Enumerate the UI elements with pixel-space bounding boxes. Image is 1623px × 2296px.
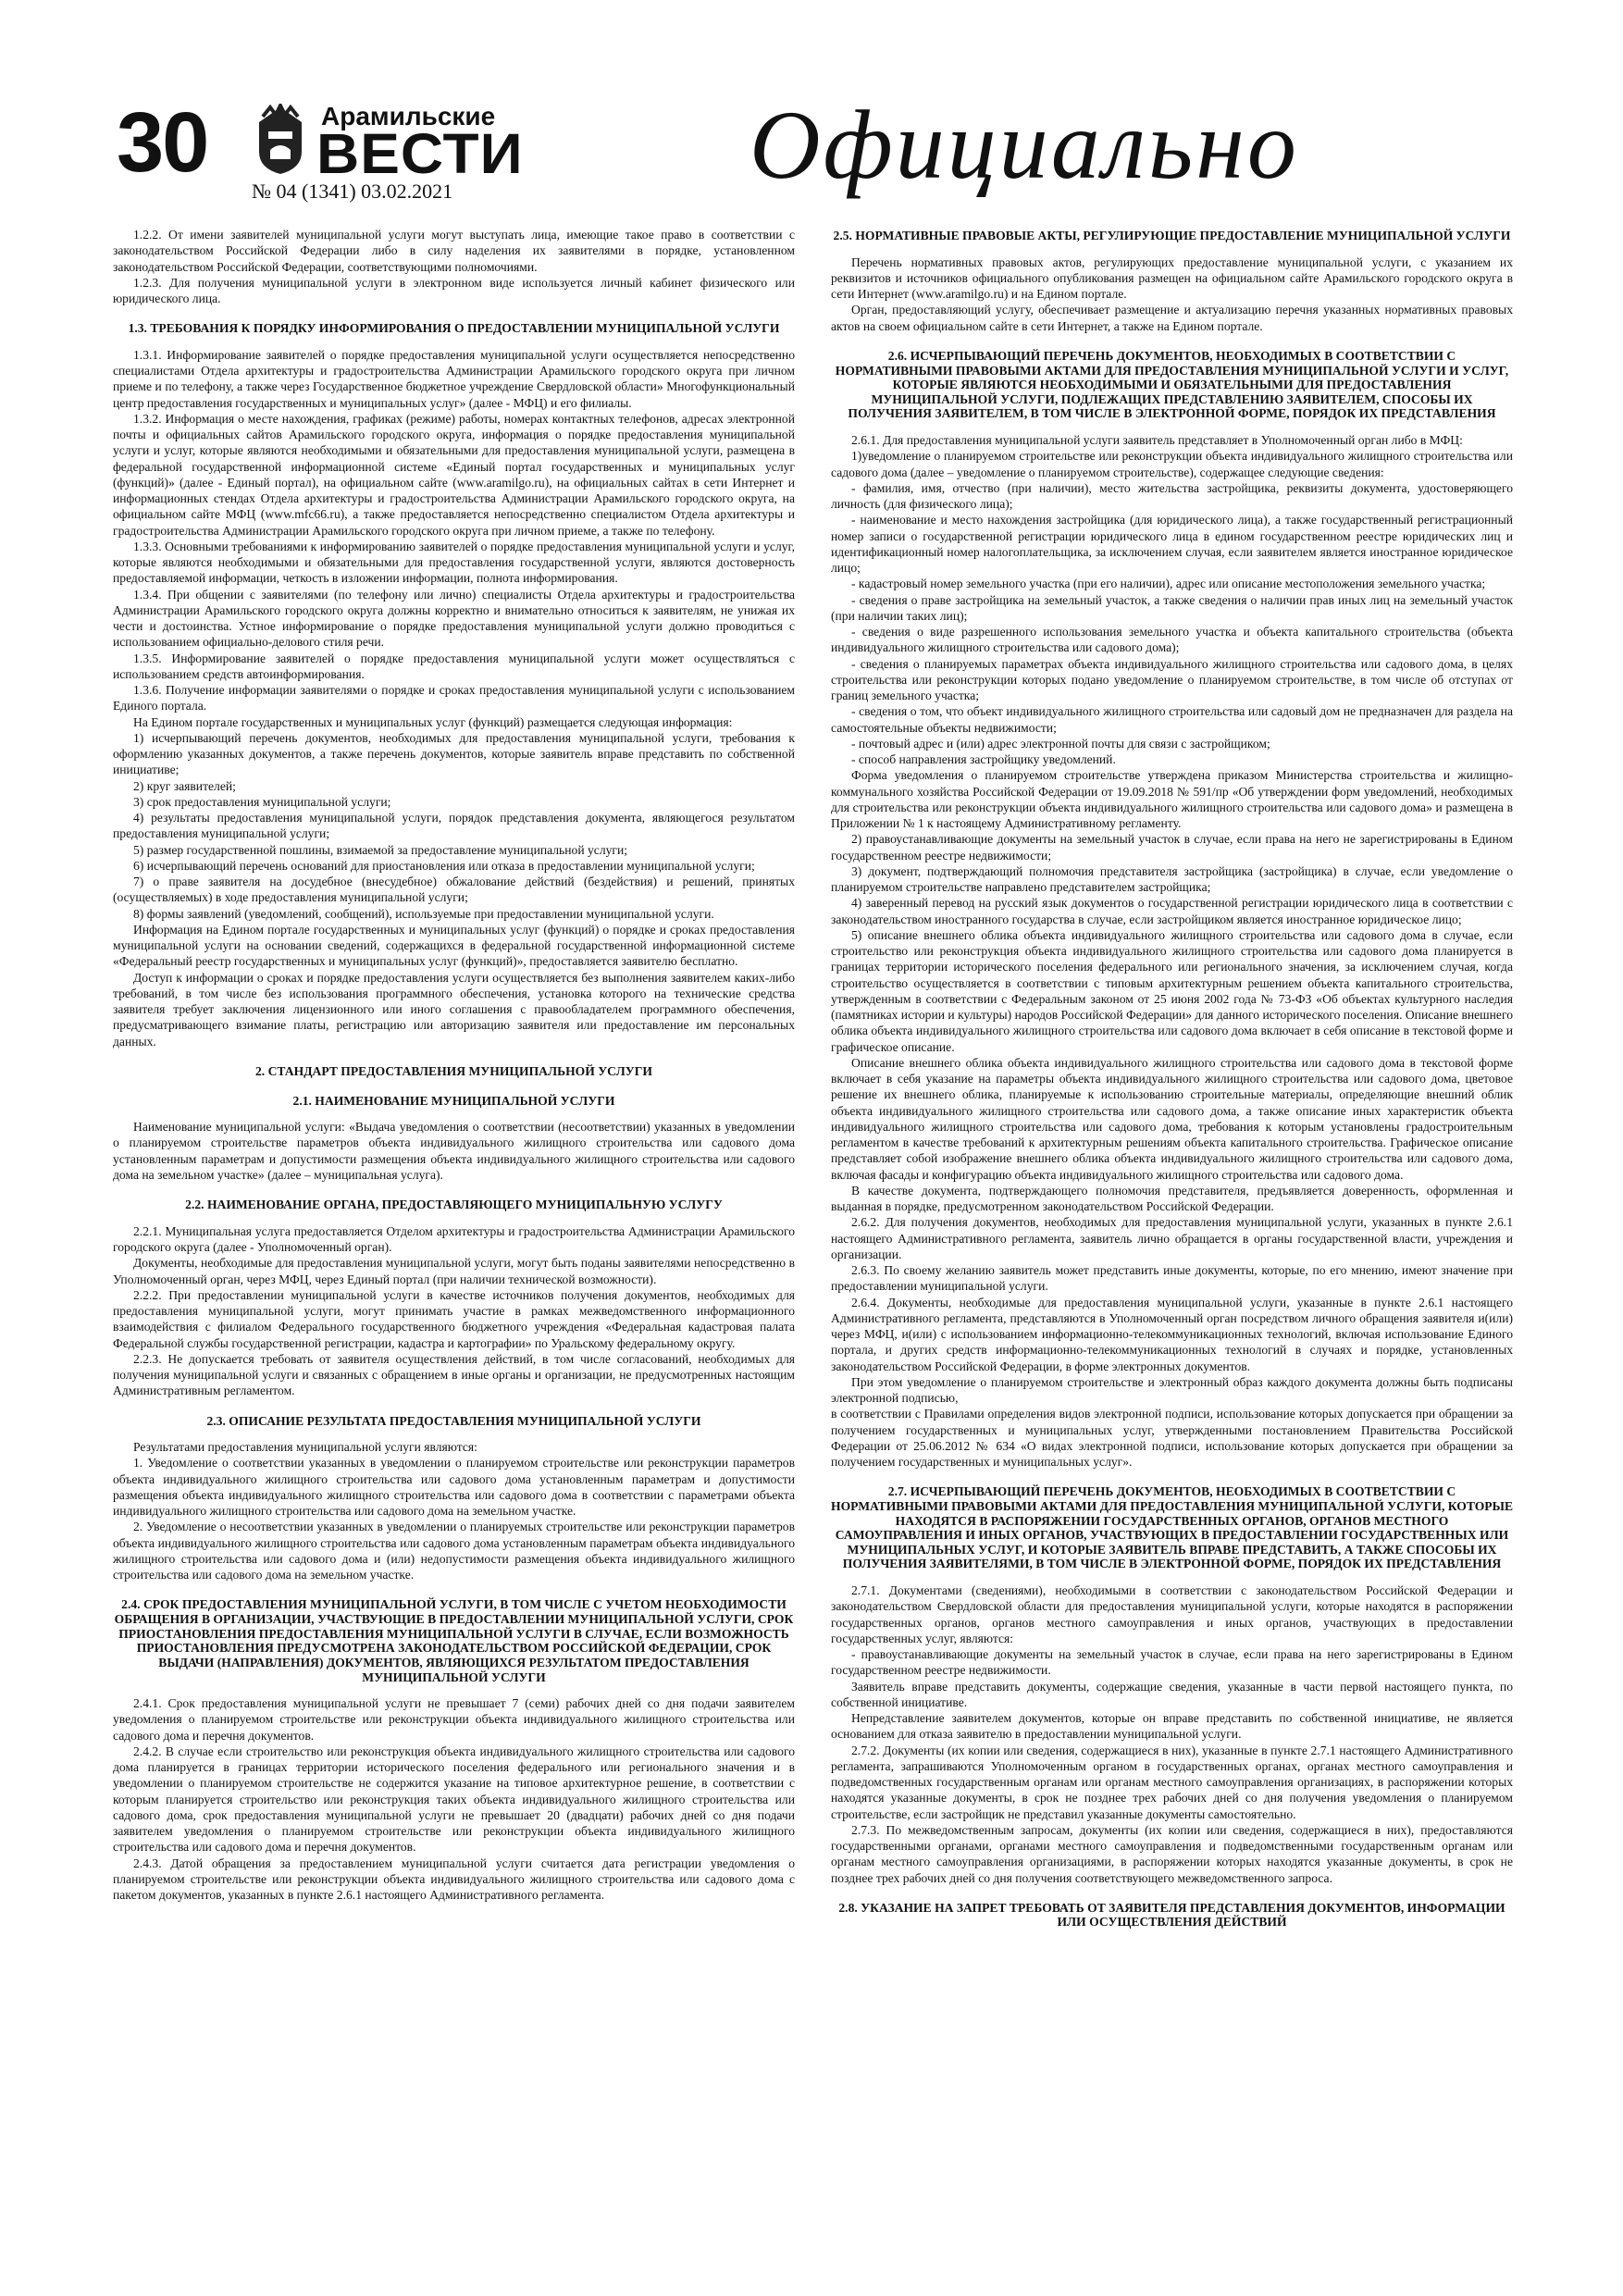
list-item: - сведения о планируемых параметрах объекта индивидуального жилищного строительства или садового дома, в целях строительства или реконструкции которых подано уведомление о планируемом строительстве, в том числе об отступах от границ земельного участка;: [831, 656, 1513, 702]
paragraph: Орган, предоставляющий услугу, обеспечивает размещение и актуализацию перечня указанных нормативных правовых актов на своем официальном сайте в сети Интернет, а также на Едином портале.: [831, 303, 1513, 333]
issue-number: № 04 (1341) 03.02.2021: [252, 180, 453, 203]
list-item: - кадастровый номер земельного участка (при его наличии), адрес или описание местоположения земельного участка;: [851, 577, 1486, 591]
paragraph: 2.7.1. Документами (сведениями), необходимыми в соответствии с законодательством Российской Федерации и законодательством Свердловской области для предоставления муниципальной услуги, которые находятся в распоряжении государственных органов, органов местного самоуправления и иных органов, участвующих в предоставлении государственных услуг, являются:: [831, 1583, 1513, 1645]
list-item: - фамилия, имя, отчество (при наличии), место жительства застройщика, реквизиты документа, удостоверяющего личность (для физического лица);: [831, 480, 1513, 511]
section-heading: 2.4. СРОК ПРЕДОСТАВЛЕНИЯ МУНИЦИПАЛЬНОЙ УСЛУГИ, В ТОМ ЧИСЛЕ С УЧЕТОМ НЕОБХОДИМОСТИ ОБРАЩЕНИЯ В ОРГАНИЗАЦИИ, УЧАСТВУЮЩИЕ В ПРЕДОСТАВЛЕНИИ МУНИЦИПАЛЬНОЙ УСЛУГИ, СРОК ПРИОСТАНОВЛЕНИЯ ПРЕДОСТАВЛЕНИЯ МУНИЦИПАЛЬНОЙ УСЛУГИ В СЛУЧАЕ, ЕСЛИ ВОЗМОЖНОСТЬ ПРИОСТАНОВЛЕНИЯ ПРЕДУСМОТРЕНА ЗАКОНОДАТЕЛЬСТВОМ РОССИЙСКОЙ ФЕДЕРАЦИИ, СРОК ВЫДАЧИ (НАПРАВЛЕНИЯ) ДОКУМЕНТОВ, ЯВЛЯЮЩИХСЯ РЕЗУЛЬТАТОМ ПРЕДОСТАВЛЕНИЯ МУНИЦИПАЛЬНОЙ УСЛУГИ: [114, 1597, 794, 1684]
list-item: 1) исчерпывающий перечень документов, необходимых для предоставления муниципальной услуги, требования к оформлению указанных документов, а также перечень документов, которые заявитель вправе представить по собственной инициативе;: [113, 730, 795, 777]
section-title: Официально: [750, 91, 1299, 199]
section-heading: 1.3. ТРЕБОВАНИЯ К ПОРЯДКУ ИНФОРМИРОВАНИЯ О ПРЕДОСТАВЛЕНИИ МУНИЦИПАЛЬНОЙ УСЛУГИ: [128, 321, 780, 336]
right-column: [831, 227, 1513, 1941]
section-heading: 2. СТАНДАРТ ПРЕДОСТАВЛЕНИЯ МУНИЦИПАЛЬНОЙ УСЛУГИ: [255, 1063, 652, 1078]
paragraph: 1. Уведомление о соответствии указанных в уведомлении о планируемом строительстве или реконструкции параметров объекта индивидуального жилищного строительства или садового дома установленным параметрам и допустимости размещения объекта индивидуального жилищного строительства или садового дома в соответствии с параметрами объекта индивидуального жилищного строительства или садового дома на земельном участке.: [113, 1456, 795, 1519]
paragraph: 1)уведомление о планируемом строительстве или реконструкции объекта индивидуального жилищного строительства или садового дома (далее – уведомление о планируемом строительстве), содержащее следующие сведения:: [831, 449, 1513, 479]
list-item: - почтовый адрес и (или) адрес электронной почты для связи с застройщиком;: [851, 736, 1270, 751]
logo-title: ВЕСТИ: [316, 121, 524, 186]
list-item: 2) круг заявителей;: [133, 778, 236, 793]
paragraph: 1.3.6. Получение информации заявителями о порядке и сроках предоставления муниципальной услуги с использованием Единого портала.: [113, 683, 795, 714]
list-item: 5) размер государственной пошлины, взимаемой за предоставление муниципальной услуги;: [133, 842, 628, 857]
paragraph: Документы, необходимые для предоставления муниципальной услуги, могут быть поданы заявителями непосредственно в Уполномоченный орган, через МФЦ, через Единый портал (при наличии технической возможности).: [113, 1256, 795, 1286]
paragraph: 1.3.2. Информация о месте нахождения, графиках (режиме) работы, номерах контактных телефонов, адресах электронной почты и официальных сайтов Арамильского городского округа, информация о порядке предоставления муниципальной услуги и услуг, которые являются необходимыми и обязательными для предоставления муниципальной услуги, размещена в федеральной государственной информационной системе «Единый портал государственных и муниципальных услуг (функций)» (далее - Единый портал), на официальном сайте (www.aramilgo.ru), на официальных сайтах в сети Интернет и информационных стендах Отдела архитектуры и градостроительства Администрации Арамильского городского округа, на официальном сайте МФЦ (www.mfc66.ru), а также предоставляется непосредственно специалистом Отдела архитектуры и градостроительства Администрации Арамильского городского округа при личном приеме, а также по телефону.: [113, 411, 795, 538]
section-heading: 2.1. НАИМЕНОВАНИЕ МУНИЦИПАЛЬНОЙ УСЛУГИ: [292, 1093, 615, 1108]
paragraph: Результатами предоставления муниципальной услуги являются:: [133, 1440, 477, 1455]
paragraph: В качестве документа, подтверждающего полномочия представителя, предъявляется доверенность, оформленная и выданная в порядке, предусмотренном законодательством Российской Федерации.: [831, 1183, 1513, 1213]
newspaper-logo: [252, 102, 524, 186]
list-item: 8) формы заявлений (уведомлений, сообщений), используемые при предоставлении муниципальной услуги.: [133, 906, 714, 921]
section-heading: 2.5. НОРМАТИВНЫЕ ПРАВОВЫЕ АКТЫ, РЕГУЛИРУЮЩИЕ ПРЕДОСТАВЛЕНИЕ МУНИЦИПАЛЬНОЙ УСЛУГИ: [833, 229, 1511, 242]
paragraph: Описание внешнего облика объекта индивидуального жилищного строительства или садового дома в текстовой форме включает в себя указание на параметры объекта индивидуального жилищного строительства или садового дома, цветовое решение их внешнего облика, планируемые к использованию строительные материалы, определяющие внешний облик объекта индивидуального жилищного строительства или садового дома, а также описание иных характеристик объекта индивидуального жилищного строительства или садового дома, требования к которым установлены градостроительным регламентом в качестве требований к архитектурным решениям объекта капитального строительства. Графическое описание представляет собой изображение внешнего облика объекта индивидуального жилищного строительства или садового дома, включая фасады и конфигурацию объекта индивидуального жилищного строительства или садового дома.: [831, 1055, 1513, 1182]
list-item: 4) результаты предоставления муниципальной услуги, порядок представления документа, являющегося результатом предоставления муниципальной услуги;: [113, 811, 795, 841]
logo-subtitle: Арамильские: [321, 102, 496, 130]
paragraph: Непредставление заявителем документов, которые он вправе представить по собственной инициативе, не является основанием для отказа заявителю в предоставлении муниципальной услуги.: [831, 1711, 1513, 1742]
paragraph: 2.4.1. Срок предоставления муниципальной услуги не превышает 7 (семи) рабочих дней со дня подачи заявителем уведомления о планируемом строительстве или реконструкции объекта индивидуального жилищного строительства или садового дома и перечня документов.: [113, 1696, 795, 1743]
left-column: [113, 227, 795, 1903]
page-header: [0, 0, 1623, 208]
paragraph: 2.2.1. Муниципальная услуга предоставляется Отделом архитектуры и градостроительства Администрации Арамильского городского округа (далее - Уполномоченный орган).: [113, 1223, 795, 1254]
paragraph: 2.6.2. Для получения документов, необходимых для предоставления муниципальной услуги, указанных в пункте 2.6.1 настоящего Административного регламента, заявитель лично обращается в органы государственной власти, учреждения и организации.: [831, 1215, 1513, 1261]
paragraph: 2.4.3. Датой обращения за предоставлением муниципальной услуги считается дата регистрации уведомления о планируемом строительстве или реконструкции объекта индивидуального жилищного строительства или садового дома с пакетом документов, указанных в пункте 2.6.1 настоящего Административного регламента.: [113, 1855, 795, 1903]
paragraph: 4) заверенный перевод на русский язык документов о государственной регистрации юридического лица в соответствии с законодательством иностранного государства в случае, если застройщиком является иностранное юридическое лицо;: [831, 896, 1513, 926]
paragraph: 2.2.3. Не допускается требовать от заявителя осуществления действий, в том числе согласований, необходимых для получения муниципальной услуги и связанных с обращением в иные органы и организации, не предусмотренных настоящим Административным регламентом.: [113, 1351, 795, 1398]
list-item: 6) исчерпывающий перечень оснований для приостановления или отказа в предоставлении муниципальной услуги;: [133, 858, 755, 873]
paragraph: 2) правоустанавливающие документы на земельный участок в случае, если права на него не зарегистрированы в Едином государственном реестре недвижимости;: [831, 832, 1513, 863]
paragraph: 1.3.4. При общении с заявителями (по телефону или лично) специалисты Отдела архитектуры и градостроительства Администрации Арамильского городского округа должны корректно и внимательно относиться к заявителям, не унижая их чести и достоинства. Устное информирование о порядке предоставления муниципальной услуги должно проводиться с использованием официально-делового стиля речи.: [113, 587, 795, 650]
paragraph: 2.2.2. При предоставлении муниципальной услуги в качестве источников получения документов, необходимых для предоставления муниципальной услуги, могут принимать участие в рамках межведомственного информационного взаимодействия с филиалом Федерального государственного бюджетного учреждения «Федеральная кадастровая палата Федеральной службы государственной регистрации, кадастра и картографии» по Уральскому федеральному округу.: [113, 1287, 795, 1350]
paragraph: 2.6.1. Для предоставления муниципальной услуги заявитель представляет в Уполномоченный орган либо в МФЦ:: [851, 433, 1463, 447]
list-item: 3) срок предоставления муниципальной услуги;: [133, 794, 391, 809]
list-item: - сведения о виде разрешенного использования земельного участка и объекта капитального строительства (объекта индивидуального жилищного строительства или садового дома);: [831, 625, 1513, 655]
page-number: 30: [117, 95, 208, 190]
paragraph: 1.3.1. Информирование заявителей о порядке предоставления муниципальной услуги осуществляется непосредственно специалистами Отдела архитектуры и градостроительства Администрации Арамильского городского округа при личном приеме и по телефону, а также через Государственное бюджетное учреждение Свердловской области» Многофункциональный центр предоставления государственных и муниципальных услуг» (далее - МФЦ) и его филиалы.: [113, 347, 795, 410]
list-item: - сведения о праве застройщика на земельный участок, а также сведения о наличии прав иных лиц на земельный участок (при наличии таких лиц);: [831, 592, 1513, 623]
paragraph: Заявитель вправе представить документы, содержащие сведения, указанные в части первой настоящего пункта, по собственной инициативе.: [831, 1679, 1513, 1709]
paragraph: Форма уведомления о планируемом строительстве утверждена приказом Министерства строительства и жилищно-коммунального хозяйства Российской Федерации от 19.09.2018 № 591/пр «Об утверждении форм уведомлений, необходимых для строительства или реконструкции объекта индивидуального жилищного строительства или садового дома» и размещена в Приложении № 1 к настоящему Административному регламенту.: [831, 768, 1513, 830]
paragraph: 2.6.3. По своему желанию заявитель может представить иные документы, которые, по его мнению, имеют значение при предоставлении муниципальной услуги.: [831, 1263, 1513, 1294]
paragraph: При этом уведомление о планируемом строительстве и электронный образ каждого документа должны быть подписаны электронной подписью,: [831, 1374, 1513, 1405]
section-heading: 2.6. ИСЧЕРПЫВАЮЩИЙ ПЕРЕЧЕНЬ ДОКУМЕНТОВ, НЕОБХОДИМЫХ В СООТВЕТСТВИИ С НОРМАТИВНЫМИ ПРАВОВЫМИ АКТАМИ ДЛЯ ПРЕДОСТАВЛЕНИЯ МУНИЦИПАЛЬНОЙ УСЛУГИ И УСЛУГ, КОТОРЫЕ ЯВЛЯЮТСЯ НЕОБХОДИМЫМИ И ОБЯЗАТЕЛЬНЫМИ ДЛЯ ПРЕДОСТАВЛЕНИЯ МУНИЦИПАЛЬНОЙ УСЛУГИ, ПОДЛЕЖАЩИХ ПРЕДСТАВЛЕНИЮ ЗАЯВИТЕЛЕМ, СПОСОБЫ ИХ ПОЛУЧЕНИЯ ЗАЯВИТЕЛЕМ, В ТОМ ЧИСЛЕ В ЭЛЕКТРОННОЙ ФОРМЕ, ПОРЯДОК ИХ ПРЕДСТАВЛЕНИЯ: [835, 348, 1509, 421]
paragraph: Наименование муниципальной услуги: «Выдача уведомления о соответствии (несоответствии) указанных в уведомлении о планируемом строительстве параметров объекта индивидуального жилищного строительства или садового дома установленным параметрам и допустимости размещения объекта индивидуального жилищного строительства или садового дома на земельном участке» (далее – муниципальная услуга).: [113, 1120, 795, 1182]
section-heading: 2.2. НАИМЕНОВАНИЕ ОРГАНА, ПРЕДОСТАВЛЯЮЩЕГО МУНИЦИПАЛЬНУЮ УСЛУГУ: [185, 1198, 723, 1212]
paragraph: в соответствии с Правилами определения видов электронной подписи, использование которых допускается при обращении за получением государственных и муниципальных услуг, утвержденными постановлением Правительства Российской Федерации от 25.06.2012 № 634 «О видах электронной подписи, использование которых допускается при обращении за получением государственных и муниципальных услуг».: [831, 1407, 1513, 1469]
list-item: - способ направления застройщику уведомлений.: [851, 752, 1116, 766]
paragraph: Информация на Едином портале государственных и муниципальных услуг (функций) о порядке и сроках предоставления муниципальной услуги на основании сведений, содержащихся в федеральной государственной информационной системе «Федеральный реестр государственных и муниципальных услуг (функций)», предоставляется заявителю бесплатно.: [113, 922, 795, 969]
section-heading: 2.7. ИСЧЕРПЫВАЮЩИЙ ПЕРЕЧЕНЬ ДОКУМЕНТОВ, НЕОБХОДИМЫХ В СООТВЕТСТВИИ С НОРМАТИВНЫМИ ПРАВОВЫМИ АКТАМИ ДЛЯ ПРЕДОСТАВЛЕНИЯ МУНИЦИПАЛЬНОЙ УСЛУГИ, КОТОРЫЕ НАХОДЯТСЯ В РАСПОРЯЖЕНИИ ГОСУДАРСТВЕННЫХ ОРГАНОВ, ОРГАНОВ МЕСТНОГО САМОУПРАВЛЕНИЯ И ИНЫХ ОРГАНОВ, УЧАСТВУЮЩИХ В ПРЕДОСТАВЛЕНИИ ГОСУДАРСТВЕННЫХ ИЛИ МУНИЦИПАЛЬНЫХ УСЛУГ, И КОТОРЫЕ ЗАЯВИТЕЛЬ ВПРАВЕ ПРЕДСТАВИТЬ, А ТАКЖЕ СПОСОБЫ ИХ ПОЛУЧЕНИЯ ЗАЯВИТЕЛЯМИ, В ТОМ ЧИСЛЕ В ЭЛЕКТРОННОЙ ФОРМЕ, ПОРЯДОК ИХ ПРЕДСТАВЛЕНИЯ: [831, 1484, 1514, 1571]
paragraph: 2.4.2. В случае если строительство или реконструкция объекта индивидуального жилищного строительства или садового дома планируется в границах территории исторического поселения федерального или регионального значения и в уведомлении о планируемом строительстве не содержится указание на типовое архитектурное решение, в соответствии с которым планируется строительство или реконструкция таких объекта индивидуального жилищного строительства или садового дома, срок предоставления муниципальной услуги не превышает 20 (двадцати) рабочих дней со дня подачи заявителем уведомления о планируемом строительстве или реконструкции объекта индивидуального жилищного строительства или садового дома и перечня документов.: [113, 1744, 795, 1855]
section-heading: 2.8. УКАЗАНИЕ НА ЗАПРЕТ ТРЕБОВАТЬ ОТ ЗАЯВИТЕЛЯ ПРЕДСТАВЛЕНИЯ ДОКУМЕНТОВ, ИНФОРМАЦИИ ИЛИ ОСУЩЕСТВЛЕНИЯ ДЕЙСТВИЙ: [838, 1900, 1505, 1930]
list-item: 7) о праве заявителя на досудебное (внесудебное) обжалование действий (бездействия) и решений, принятых (осуществляемых) в ходе предоставления муниципальной услуги;: [113, 875, 795, 905]
paragraph: 1.2.2. От имени заявителей муниципальной услуги могут выступать лица, имеющие такое право в соответствии с законодательством Российской Федерации либо в силу наделения их заявителями в порядке, установленном законодательством Российской Федерации, соответствующими полномочиями.: [113, 228, 795, 274]
section-heading: 2.3. ОПИСАНИЕ РЕЗУЛЬТАТА ПРЕДОСТАВЛЕНИЯ МУНИЦИПАЛЬНОЙ УСЛУГИ: [206, 1413, 701, 1428]
paragraph: Доступ к информации о сроках и порядке предоставления услуги осуществляется без выполнения заявителем каких-либо требований, в том числе без использования программного обеспечения, установка которого на технические средства заявителя требует заключения лицензионного или иного соглашения с правообладателем программного обеспечения, предусматривающего взимание платы, регистрацию или авторизацию заявителя или предоставление им персональных данных.: [113, 970, 795, 1049]
paragraph: 3) документ, подтверждающий полномочия представителя застройщика (застройщика) в случае, если уведомление о планируемом строительстве направлено представителем застройщика;: [831, 863, 1513, 894]
paragraph: 2. Уведомление о несоответствии указанных в уведомлении о планируемых строительстве или реконструкции параметров объекта индивидуального жилищного строительства или садового дома установленным параметрам объекта индивидуального жилищного строительства или садового дома и (или) недопустимости размещения объекта индивидуального жилищного строительства или садового дома на земельном участке.: [113, 1520, 795, 1582]
list-item: - сведения о том, что объект индивидуального жилищного строительства или садовый дом не предназначен для раздела на самостоятельные объекты недвижимости;: [831, 704, 1513, 735]
paragraph: 1.3.5. Информирование заявителей о порядке предоставления муниципальной услуги может осуществляться с использованием средств автоинформирования.: [113, 651, 795, 681]
paragraph: На Едином портале государственных и муниципальных услуг (функций) размещается следующая информация:: [133, 714, 733, 729]
paragraph: 1.2.3. Для получения муниципальной услуги в электронном виде используется личный кабинет физического или юридического лица.: [113, 275, 795, 305]
paragraph: 5) описание внешнего облика объекта индивидуального жилищного строительства или садового дома в случае, если строительство или реконструкция объекта индивидуального жилищного строительства или садового дома планируется в границах территории исторического поселения федерального или регионального значения, за исключением случая, когда строительство осуществляется в соответствии с типовым архитектурным решением объекта капитального строительства, утвержденным в соответствии с Федеральным законом от 25 июня 2002 года № 73-ФЗ «Об объектах культурного наследия (памятниках истории и культуры) народов Российской Федерации» для данного исторического поселения. Описание внешнего облика объекта индивидуального жилищного строительства или садового дома включает в себя описание в текстовой форме и графическое описание.: [831, 927, 1513, 1054]
paragraph: 2.7.3. По межведомственным запросам, документы (их копии или сведения, содержащиеся в них), предоставляются государственными органами, органами местного самоуправления и подведомственными государственным органам или органам местного самоуправления организациями, в распоряжении которых находятся указанные документы, в срок не позднее трех рабочих дней со дня получения соответствующего межведомственного запроса.: [831, 1822, 1513, 1885]
coat-of-arms-icon: [252, 104, 309, 176]
paragraph: 1.3.3. Основными требованиями к информированию заявителей о порядке предоставления муниципальной услуги и услуг, которые являются необходимыми и обязательными для предоставления государственной услуги, являются достоверность предоставляемой информации, четкость в изложении информации, полнота информирования.: [113, 539, 795, 586]
list-item: - наименование и место нахождения застройщика (для юридического лица), а также государственный регистрационный номер записи о государственной регистрации юридического лица в едином государственном реестре юридических лиц и идентификационный номер налогоплательщика, за исключением случая, если заявителем является иностранное юридическое лицо;: [831, 513, 1513, 575]
paragraph: Перечень нормативных правовых актов, регулирующих предоставление муниципальной услуги, с указанием их реквизитов и источников официального опубликования размещен на официальном сайте Арамильского городского округа в сети Интернет (www.aramilgo.ru) и на Едином портале.: [831, 254, 1513, 302]
paragraph: 2.7.2. Документы (их копии или сведения, содержащиеся в них), указанные в пункте 2.7.1 настоящего Административного регламента, запрашиваются Уполномоченным органом в государственных органах, органах местного самоуправления и подведомственных государственным органам или органам местного самоуправления организациях, в распоряжении которых находятся указанные документы, в срок не позднее трех рабочих дней со дня получения уведомления о планируемом строительстве, если застройщик не представил указанные документы самостоятельно.: [831, 1743, 1513, 1821]
list-item: - правоустанавливающие документы на земельный участок в случае, если права на него зарегистрированы в Едином государственном реестре недвижимости.: [831, 1647, 1513, 1678]
paragraph: 2.6.4. Документы, необходимые для предоставления муниципальной услуги, указанные в пункте 2.6.1 настоящего Административного регламента, представляются в Уполномоченный орган посредством личного обращения заявителя и(или) через МФЦ, и(или) с использованием информационно-телекоммуникационных технологий, включая использование Единого портала, и других средств информационно-телекоммуникационных технологий в случаях и порядке, установленных законодательством Российской Федерации, в форме электронных документов.: [831, 1295, 1513, 1373]
